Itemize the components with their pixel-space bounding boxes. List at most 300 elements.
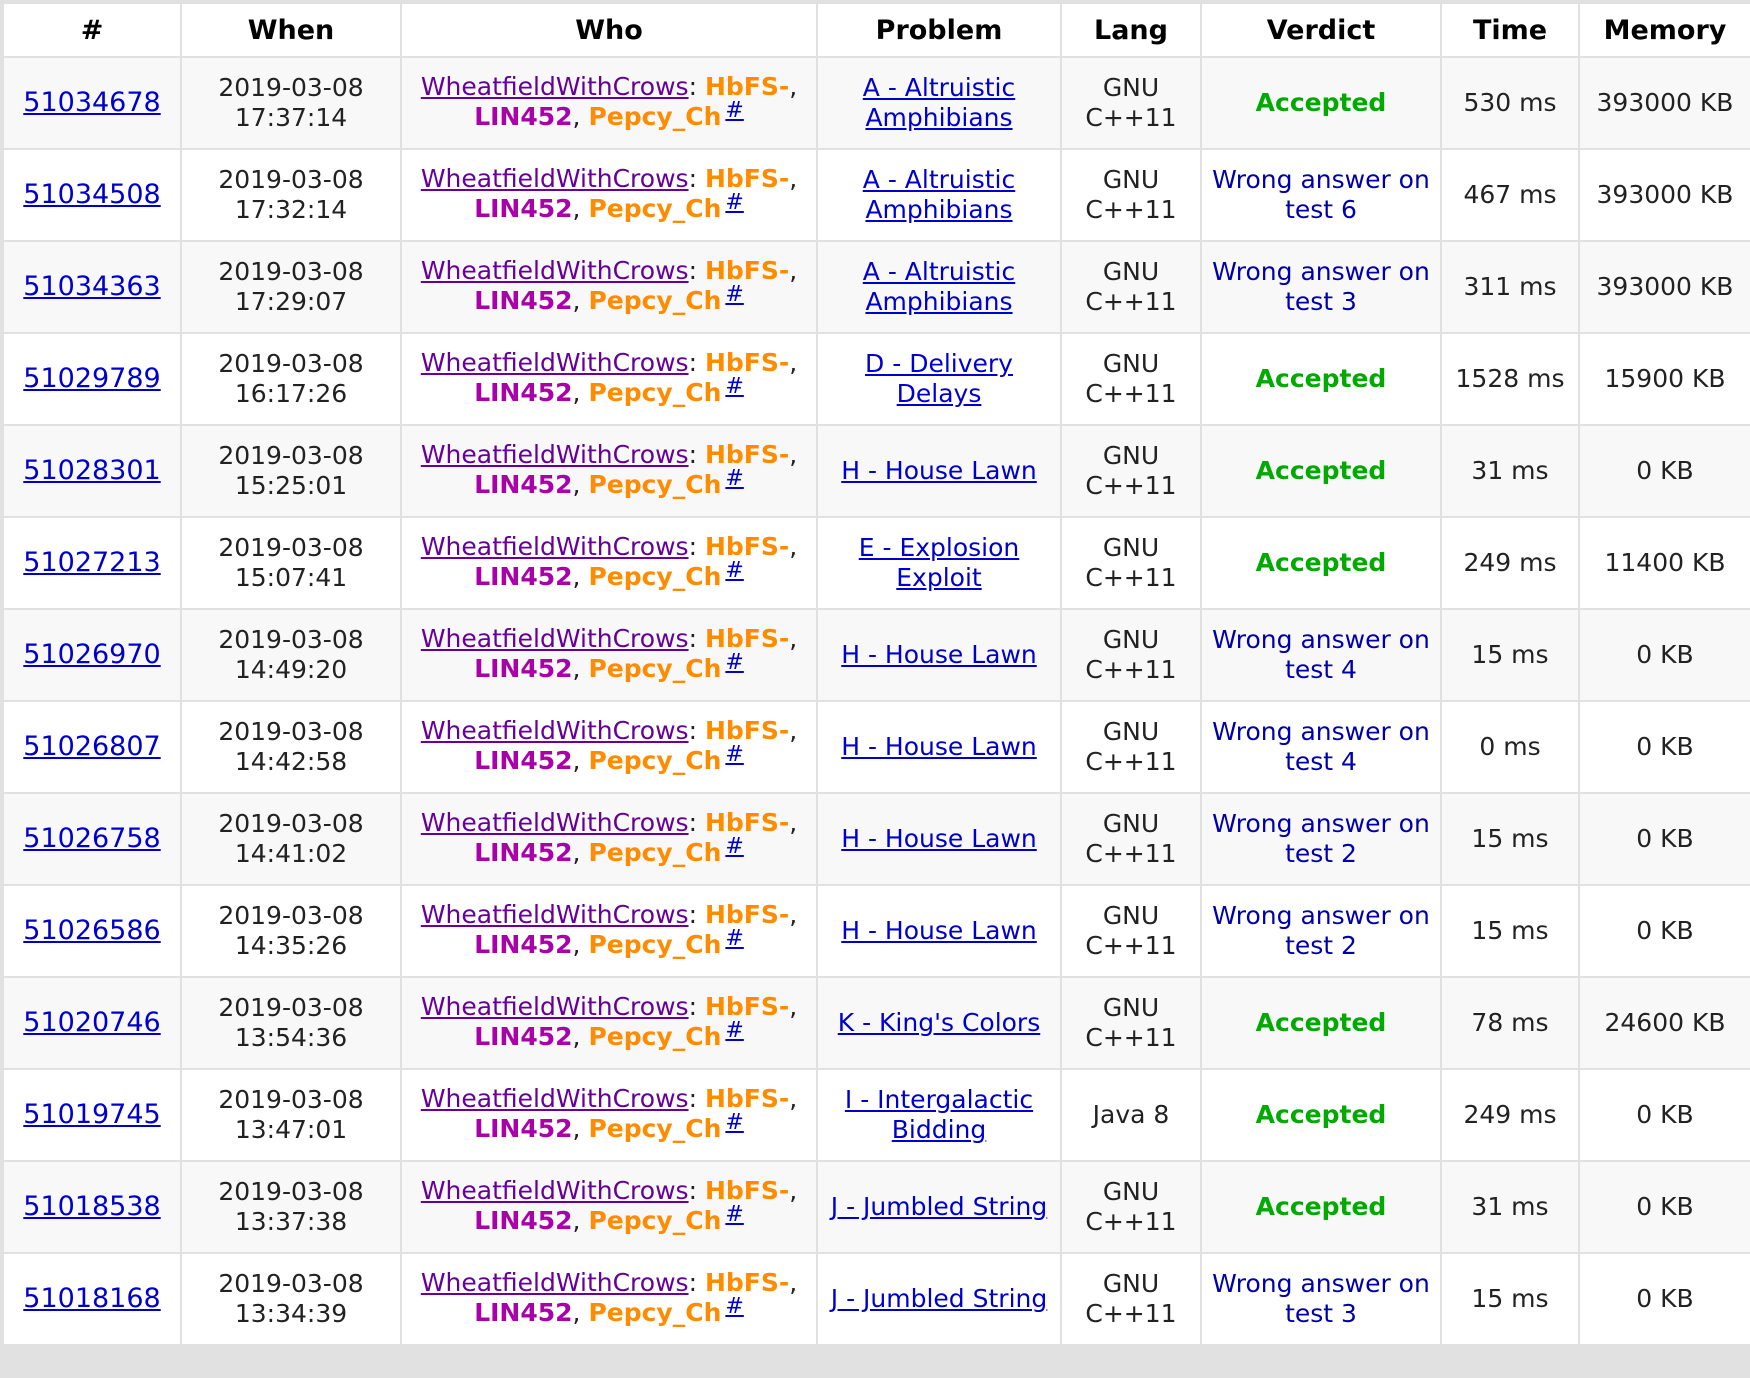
problem-cell <box>817 517 1061 609</box>
problem-cell <box>817 333 1061 425</box>
when-time: 14:41:02 <box>234 839 348 868</box>
participants-hash-link[interactable]: # <box>725 742 744 767</box>
submission-id-link[interactable]: 51026970 <box>23 639 161 670</box>
time-value: 530 ms <box>1463 88 1557 117</box>
time-cell <box>1441 333 1579 425</box>
member-link[interactable]: Pepcy_Ch <box>588 562 722 591</box>
verdict-cell <box>1201 57 1441 149</box>
header-row <box>3 3 1750 57</box>
when-date: 2019-03-08 <box>218 533 364 562</box>
when-time: 17:29:07 <box>234 287 348 316</box>
submission-id-cell <box>3 885 181 977</box>
problem-cell <box>817 241 1061 333</box>
when-date: 2019-03-08 <box>218 901 364 930</box>
verdict-cell <box>1201 1069 1441 1161</box>
problem-link[interactable]: H - House Lawn <box>841 916 1037 945</box>
submission-id-link[interactable]: 51027213 <box>23 547 161 578</box>
header-id: # <box>3 3 181 57</box>
problem-cell <box>817 1253 1061 1345</box>
member-link[interactable]: LIN452 <box>474 1206 573 1235</box>
when-cell <box>181 1161 401 1253</box>
lang-version: C++11 <box>1085 103 1177 132</box>
lang-name: GNU <box>1102 993 1160 1022</box>
member-link[interactable]: HbFS- <box>704 1084 790 1113</box>
problem-cell <box>817 793 1061 885</box>
who-cell: WheatfieldWithCrows: HbFS-, LIN452, Pepcy_Ch # <box>401 517 817 609</box>
header-when: When <box>181 3 401 57</box>
lang-cell <box>1061 1069 1201 1161</box>
memory-value: 0 KB <box>1636 824 1694 853</box>
team-link[interactable]: WheatfieldWithCrows <box>420 1176 689 1205</box>
problem-cell <box>817 977 1061 1069</box>
problem-cell <box>817 425 1061 517</box>
verdict-cell <box>1201 517 1441 609</box>
submission-id-link[interactable]: 51020746 <box>23 1007 161 1038</box>
participants-hash-link[interactable]: # <box>725 1202 744 1227</box>
verdict-text: Accepted <box>1255 1008 1387 1037</box>
when-cell <box>181 425 401 517</box>
who-cell: WheatfieldWithCrows: HbFS-, LIN452, Pepcy_Ch # <box>401 701 817 793</box>
member-link[interactable]: Pepcy_Ch <box>588 654 722 683</box>
team-link[interactable]: WheatfieldWithCrows <box>420 808 689 837</box>
when-time: 15:07:41 <box>234 563 348 592</box>
when-date: 2019-03-08 <box>218 1085 364 1114</box>
member-link[interactable]: LIN452 <box>474 470 573 499</box>
who-cell: WheatfieldWithCrows: HbFS-, LIN452, Pepcy_Ch # <box>401 57 817 149</box>
team-link[interactable]: WheatfieldWithCrows <box>420 164 689 193</box>
when-cell <box>181 1253 401 1345</box>
participants-hash-link[interactable]: # <box>725 834 744 859</box>
memory-value: 0 KB <box>1636 1192 1694 1221</box>
time-value: 1528 ms <box>1455 364 1565 393</box>
lang-cell <box>1061 1253 1201 1345</box>
when-time: 13:34:39 <box>234 1299 348 1328</box>
when-time: 13:54:36 <box>234 1023 348 1052</box>
submission-id-cell <box>3 241 181 333</box>
lang-version: C++11 <box>1085 379 1177 408</box>
submission-id-link[interactable]: 51034678 <box>23 87 161 118</box>
lang-cell <box>1061 425 1201 517</box>
memory-cell <box>1579 885 1750 977</box>
member-link[interactable]: HbFS- <box>704 532 790 561</box>
header-time: Time <box>1441 3 1579 57</box>
participants-hash-link[interactable]: # <box>725 1110 744 1135</box>
when-cell <box>181 57 401 149</box>
verdict-cell <box>1201 333 1441 425</box>
submission-id-link[interactable]: 51026807 <box>23 731 161 762</box>
problem-link[interactable]: J - Jumbled String <box>830 1284 1048 1313</box>
table-row <box>3 57 1750 149</box>
member-link[interactable]: Pepcy_Ch <box>588 838 722 867</box>
submission-id-link[interactable]: 51026758 <box>23 823 161 854</box>
when-date: 2019-03-08 <box>218 165 364 194</box>
member-link[interactable]: Pepcy_Ch <box>588 286 722 315</box>
submissions-body <box>3 57 1750 1345</box>
time-cell <box>1441 149 1579 241</box>
problem-cell <box>817 609 1061 701</box>
member-link[interactable]: Pepcy_Ch <box>588 1022 722 1051</box>
time-value: 15 ms <box>1471 916 1549 945</box>
who-cell: WheatfieldWithCrows: HbFS-, LIN452, Pepcy_Ch # <box>401 793 817 885</box>
member-link[interactable]: HbFS- <box>704 164 790 193</box>
memory-cell <box>1579 57 1750 149</box>
member-link[interactable]: HbFS- <box>704 440 790 469</box>
header-who: Who <box>401 3 817 57</box>
lang-name: GNU <box>1102 901 1160 930</box>
participants-hash-link[interactable]: # <box>725 1294 744 1319</box>
when-time: 17:32:14 <box>234 195 348 224</box>
when-date: 2019-03-08 <box>218 73 364 102</box>
submission-id-cell <box>3 425 181 517</box>
problem-link[interactable]: H - House Lawn <box>841 456 1037 485</box>
when-date: 2019-03-08 <box>218 257 364 286</box>
memory-value: 393000 KB <box>1596 180 1734 209</box>
time-cell <box>1441 1161 1579 1253</box>
member-link[interactable]: LIN452 <box>474 378 573 407</box>
when-cell <box>181 885 401 977</box>
verdict-cell <box>1201 701 1441 793</box>
table-row <box>3 701 1750 793</box>
problem-cell <box>817 885 1061 977</box>
problem-link[interactable]: J - Jumbled String <box>830 1192 1048 1221</box>
when-time: 13:47:01 <box>234 1115 348 1144</box>
who-cell: WheatfieldWithCrows: HbFS-, LIN452, Pepcy_Ch # <box>401 977 817 1069</box>
problem-link[interactable]: D - Delivery Delays <box>865 349 1013 408</box>
memory-cell <box>1579 1253 1750 1345</box>
member-link[interactable]: LIN452 <box>474 562 573 591</box>
memory-value: 24600 KB <box>1604 1008 1726 1037</box>
when-cell <box>181 241 401 333</box>
problem-link[interactable]: A - Altruistic Amphibians <box>862 73 1016 132</box>
memory-value: 0 KB <box>1636 456 1694 485</box>
lang-version: C++11 <box>1085 1023 1177 1052</box>
verdict-text: Wrong answer on test 2 <box>1212 901 1430 960</box>
table-row <box>3 1069 1750 1161</box>
member-link[interactable]: HbFS- <box>704 900 790 929</box>
lang-cell <box>1061 793 1201 885</box>
member-link[interactable]: LIN452 <box>474 102 573 131</box>
verdict-cell <box>1201 1161 1441 1253</box>
lang-cell <box>1061 517 1201 609</box>
lang-version: C++11 <box>1085 1299 1177 1328</box>
memory-value: 11400 KB <box>1604 548 1726 577</box>
memory-value: 15900 KB <box>1604 364 1726 393</box>
lang-name: GNU <box>1102 349 1160 378</box>
verdict-text: Accepted <box>1255 88 1387 117</box>
member-link[interactable]: Pepcy_Ch <box>588 746 722 775</box>
member-link[interactable]: HbFS- <box>704 624 790 653</box>
lang-version: C++11 <box>1085 655 1177 684</box>
lang-name: GNU <box>1102 1269 1160 1298</box>
memory-value: 0 KB <box>1636 640 1694 669</box>
lang-cell <box>1061 977 1201 1069</box>
lang-name: GNU <box>1102 73 1160 102</box>
who-cell: WheatfieldWithCrows: HbFS-, LIN452, Pepcy_Ch # <box>401 885 817 977</box>
memory-cell <box>1579 333 1750 425</box>
lang-name: GNU <box>1102 1177 1160 1206</box>
member-link[interactable]: LIN452 <box>474 838 573 867</box>
team-link[interactable]: WheatfieldWithCrows <box>420 716 689 745</box>
verdict-text: Wrong answer on test 4 <box>1212 625 1430 684</box>
submission-id-link[interactable]: 51018168 <box>23 1283 161 1314</box>
table-row <box>3 149 1750 241</box>
memory-cell <box>1579 149 1750 241</box>
time-cell <box>1441 609 1579 701</box>
memory-cell <box>1579 241 1750 333</box>
verdict-text: Wrong answer on test 3 <box>1212 1269 1430 1328</box>
memory-value: 0 KB <box>1636 732 1694 761</box>
memory-cell <box>1579 425 1750 517</box>
verdict-text: Accepted <box>1255 548 1387 577</box>
member-link[interactable]: LIN452 <box>474 1298 573 1327</box>
submission-id-cell <box>3 701 181 793</box>
memory-cell <box>1579 1161 1750 1253</box>
lang-cell <box>1061 701 1201 793</box>
submission-id-link[interactable]: 51034363 <box>23 271 161 302</box>
verdict-cell <box>1201 425 1441 517</box>
who-cell: WheatfieldWithCrows: HbFS-, LIN452, Pepcy_Ch # <box>401 609 817 701</box>
lang-name: GNU <box>1102 625 1160 654</box>
team-link[interactable]: WheatfieldWithCrows <box>420 532 689 561</box>
member-link[interactable]: LIN452 <box>474 1022 573 1051</box>
when-cell <box>181 1069 401 1161</box>
verdict-cell <box>1201 241 1441 333</box>
member-link[interactable]: LIN452 <box>474 194 573 223</box>
member-link[interactable]: Pepcy_Ch <box>588 930 722 959</box>
verdict-cell <box>1201 149 1441 241</box>
who-cell: WheatfieldWithCrows: HbFS-, LIN452, Pepcy_Ch # <box>401 149 817 241</box>
participants-hash-link[interactable]: # <box>725 466 744 491</box>
problem-link[interactable]: E - Explosion Exploit <box>858 533 1020 592</box>
verdict-cell <box>1201 977 1441 1069</box>
memory-cell <box>1579 701 1750 793</box>
member-link[interactable]: HbFS- <box>704 1176 790 1205</box>
team-link[interactable]: WheatfieldWithCrows <box>420 348 689 377</box>
lang-cell <box>1061 57 1201 149</box>
member-link[interactable]: LIN452 <box>474 286 573 315</box>
submission-id-cell <box>3 1161 181 1253</box>
member-link[interactable]: HbFS- <box>704 256 790 285</box>
time-cell <box>1441 1253 1579 1345</box>
time-value: 249 ms <box>1463 1100 1557 1129</box>
memory-cell <box>1579 1069 1750 1161</box>
table-row <box>3 1253 1750 1345</box>
verdict-text: Accepted <box>1255 364 1387 393</box>
problem-cell <box>817 149 1061 241</box>
submission-id-link[interactable]: 51026586 <box>23 915 161 946</box>
when-cell <box>181 977 401 1069</box>
member-link[interactable]: HbFS- <box>704 72 790 101</box>
when-date: 2019-03-08 <box>218 809 364 838</box>
when-date: 2019-03-08 <box>218 1269 364 1298</box>
member-link[interactable]: HbFS- <box>704 808 790 837</box>
problem-link[interactable]: H - House Lawn <box>841 732 1037 761</box>
when-cell <box>181 149 401 241</box>
problem-link[interactable]: H - House Lawn <box>841 640 1037 669</box>
submission-id-link[interactable]: 51034508 <box>23 179 161 210</box>
problem-link[interactable]: H - House Lawn <box>841 824 1037 853</box>
when-time: 17:37:14 <box>234 103 348 132</box>
problem-link[interactable]: A - Altruistic Amphibians <box>862 257 1016 316</box>
table-row <box>3 333 1750 425</box>
member-link[interactable]: HbFS- <box>704 716 790 745</box>
participants-hash-link[interactable]: # <box>725 190 744 215</box>
member-link[interactable]: Pepcy_Ch <box>588 1298 722 1327</box>
when-date: 2019-03-08 <box>218 1177 364 1206</box>
memory-cell <box>1579 609 1750 701</box>
submission-id-link[interactable]: 51029789 <box>23 363 161 394</box>
verdict-cell <box>1201 885 1441 977</box>
team-link[interactable]: WheatfieldWithCrows <box>420 256 689 285</box>
time-value: 0 ms <box>1479 732 1541 761</box>
memory-value: 393000 KB <box>1596 88 1734 117</box>
member-link[interactable]: Pepcy_Ch <box>588 102 722 131</box>
submission-id-cell <box>3 1069 181 1161</box>
lang-cell <box>1061 149 1201 241</box>
member-link[interactable]: HbFS- <box>704 1268 790 1297</box>
lang-version: C++11 <box>1085 931 1177 960</box>
member-link[interactable]: Pepcy_Ch <box>588 194 722 223</box>
when-date: 2019-03-08 <box>218 625 364 654</box>
when-cell <box>181 333 401 425</box>
lang-cell <box>1061 241 1201 333</box>
when-date: 2019-03-08 <box>218 993 364 1022</box>
who-cell: WheatfieldWithCrows: HbFS-, LIN452, Pepcy_Ch # <box>401 333 817 425</box>
verdict-text: Accepted <box>1255 1192 1387 1221</box>
time-cell <box>1441 425 1579 517</box>
team-link[interactable]: WheatfieldWithCrows <box>420 900 689 929</box>
memory-value: 0 KB <box>1636 916 1694 945</box>
when-cell <box>181 609 401 701</box>
submission-id-cell <box>3 1253 181 1345</box>
when-date: 2019-03-08 <box>218 441 364 470</box>
time-value: 311 ms <box>1463 272 1557 301</box>
team-link[interactable]: WheatfieldWithCrows <box>420 72 689 101</box>
participants-hash-link[interactable]: # <box>725 926 744 951</box>
problem-link[interactable]: I - Intergalactic Bidding <box>844 1085 1034 1144</box>
member-link[interactable]: HbFS- <box>704 348 790 377</box>
team-link[interactable]: WheatfieldWithCrows <box>420 1084 689 1113</box>
who-cell: WheatfieldWithCrows: HbFS-, LIN452, Pepcy_Ch # <box>401 425 817 517</box>
participants-hash-link[interactable]: # <box>725 374 744 399</box>
time-cell <box>1441 793 1579 885</box>
problem-cell <box>817 1161 1061 1253</box>
member-link[interactable]: LIN452 <box>474 1114 573 1143</box>
submission-id-cell <box>3 57 181 149</box>
time-value: 249 ms <box>1463 548 1557 577</box>
participants-hash-link[interactable]: # <box>725 558 744 583</box>
table-row <box>3 977 1750 1069</box>
lang-version: C++11 <box>1085 195 1177 224</box>
lang-cell <box>1061 333 1201 425</box>
when-date: 2019-03-08 <box>218 349 364 378</box>
lang-cell <box>1061 1161 1201 1253</box>
when-date: 2019-03-08 <box>218 717 364 746</box>
team-link[interactable]: WheatfieldWithCrows <box>420 992 689 1021</box>
memory-cell <box>1579 517 1750 609</box>
verdict-text: Wrong answer on test 3 <box>1212 257 1430 316</box>
table-row <box>3 241 1750 333</box>
who-cell: WheatfieldWithCrows: HbFS-, LIN452, Pepcy_Ch # <box>401 1161 817 1253</box>
when-time: 14:42:58 <box>234 747 348 776</box>
header-verdict: Verdict <box>1201 3 1441 57</box>
verdict-text: Accepted <box>1255 456 1387 485</box>
team-link[interactable]: WheatfieldWithCrows <box>420 440 689 469</box>
who-cell: WheatfieldWithCrows: HbFS-, LIN452, Pepcy_Ch # <box>401 1069 817 1161</box>
when-time: 14:35:26 <box>234 931 348 960</box>
member-link[interactable]: Pepcy_Ch <box>588 470 722 499</box>
verdict-text: Wrong answer on test 6 <box>1212 165 1430 224</box>
time-cell <box>1441 241 1579 333</box>
problem-link[interactable]: K - King's Colors <box>837 1008 1041 1037</box>
team-link[interactable]: WheatfieldWithCrows <box>420 624 689 653</box>
time-value: 467 ms <box>1463 180 1557 209</box>
member-link[interactable]: LIN452 <box>474 654 573 683</box>
member-link[interactable]: Pepcy_Ch <box>588 1114 722 1143</box>
when-time: 16:17:26 <box>234 379 348 408</box>
who-cell: WheatfieldWithCrows: HbFS-, LIN452, Pepcy_Ch # <box>401 241 817 333</box>
submission-id-link[interactable]: 51018538 <box>23 1191 161 1222</box>
time-cell <box>1441 517 1579 609</box>
problem-link[interactable]: A - Altruistic Amphibians <box>862 165 1016 224</box>
lang-version: C++11 <box>1085 839 1177 868</box>
time-cell <box>1441 977 1579 1069</box>
member-link[interactable]: HbFS- <box>704 992 790 1021</box>
lang-name: GNU <box>1102 809 1160 838</box>
header-memory: Memory <box>1579 3 1750 57</box>
time-cell <box>1441 1069 1579 1161</box>
submission-id-link[interactable]: 51028301 <box>23 455 161 486</box>
problem-cell <box>817 701 1061 793</box>
verdict-cell <box>1201 1253 1441 1345</box>
time-value: 31 ms <box>1471 1192 1549 1221</box>
member-link[interactable]: LIN452 <box>474 746 573 775</box>
participants-hash-link[interactable]: # <box>725 650 744 675</box>
verdict-text: Accepted <box>1255 1100 1387 1129</box>
table-row <box>3 793 1750 885</box>
team-link[interactable]: WheatfieldWithCrows <box>420 1268 689 1297</box>
submission-id-cell <box>3 609 181 701</box>
when-cell <box>181 793 401 885</box>
time-cell <box>1441 701 1579 793</box>
submission-id-cell <box>3 149 181 241</box>
time-cell <box>1441 57 1579 149</box>
lang-name: GNU <box>1102 257 1160 286</box>
submissions-table <box>2 2 1750 1346</box>
submission-id-link[interactable]: 51019745 <box>23 1099 161 1130</box>
member-link[interactable]: LIN452 <box>474 930 573 959</box>
time-value: 15 ms <box>1471 824 1549 853</box>
lang-version: C++11 <box>1085 747 1177 776</box>
participants-hash-link[interactable]: # <box>725 1018 744 1043</box>
submission-id-cell <box>3 333 181 425</box>
who-cell: WheatfieldWithCrows: HbFS-, LIN452, Pepcy_Ch # <box>401 1253 817 1345</box>
lang-name: GNU <box>1102 717 1160 746</box>
header-problem: Problem <box>817 3 1061 57</box>
time-value: 15 ms <box>1471 1284 1549 1313</box>
submission-id-cell <box>3 517 181 609</box>
when-time: 14:49:20 <box>234 655 348 684</box>
header-lang: Lang <box>1061 3 1201 57</box>
member-link[interactable]: Pepcy_Ch <box>588 378 722 407</box>
member-link[interactable]: Pepcy_Ch <box>588 1206 722 1235</box>
participants-hash-link[interactable]: # <box>725 282 744 307</box>
participants-hash-link[interactable]: # <box>725 98 744 123</box>
lang-name: GNU <box>1102 165 1160 194</box>
lang-version: C++11 <box>1085 287 1177 316</box>
lang-name: GNU <box>1102 533 1160 562</box>
verdict-text: Wrong answer on test 4 <box>1212 717 1430 776</box>
